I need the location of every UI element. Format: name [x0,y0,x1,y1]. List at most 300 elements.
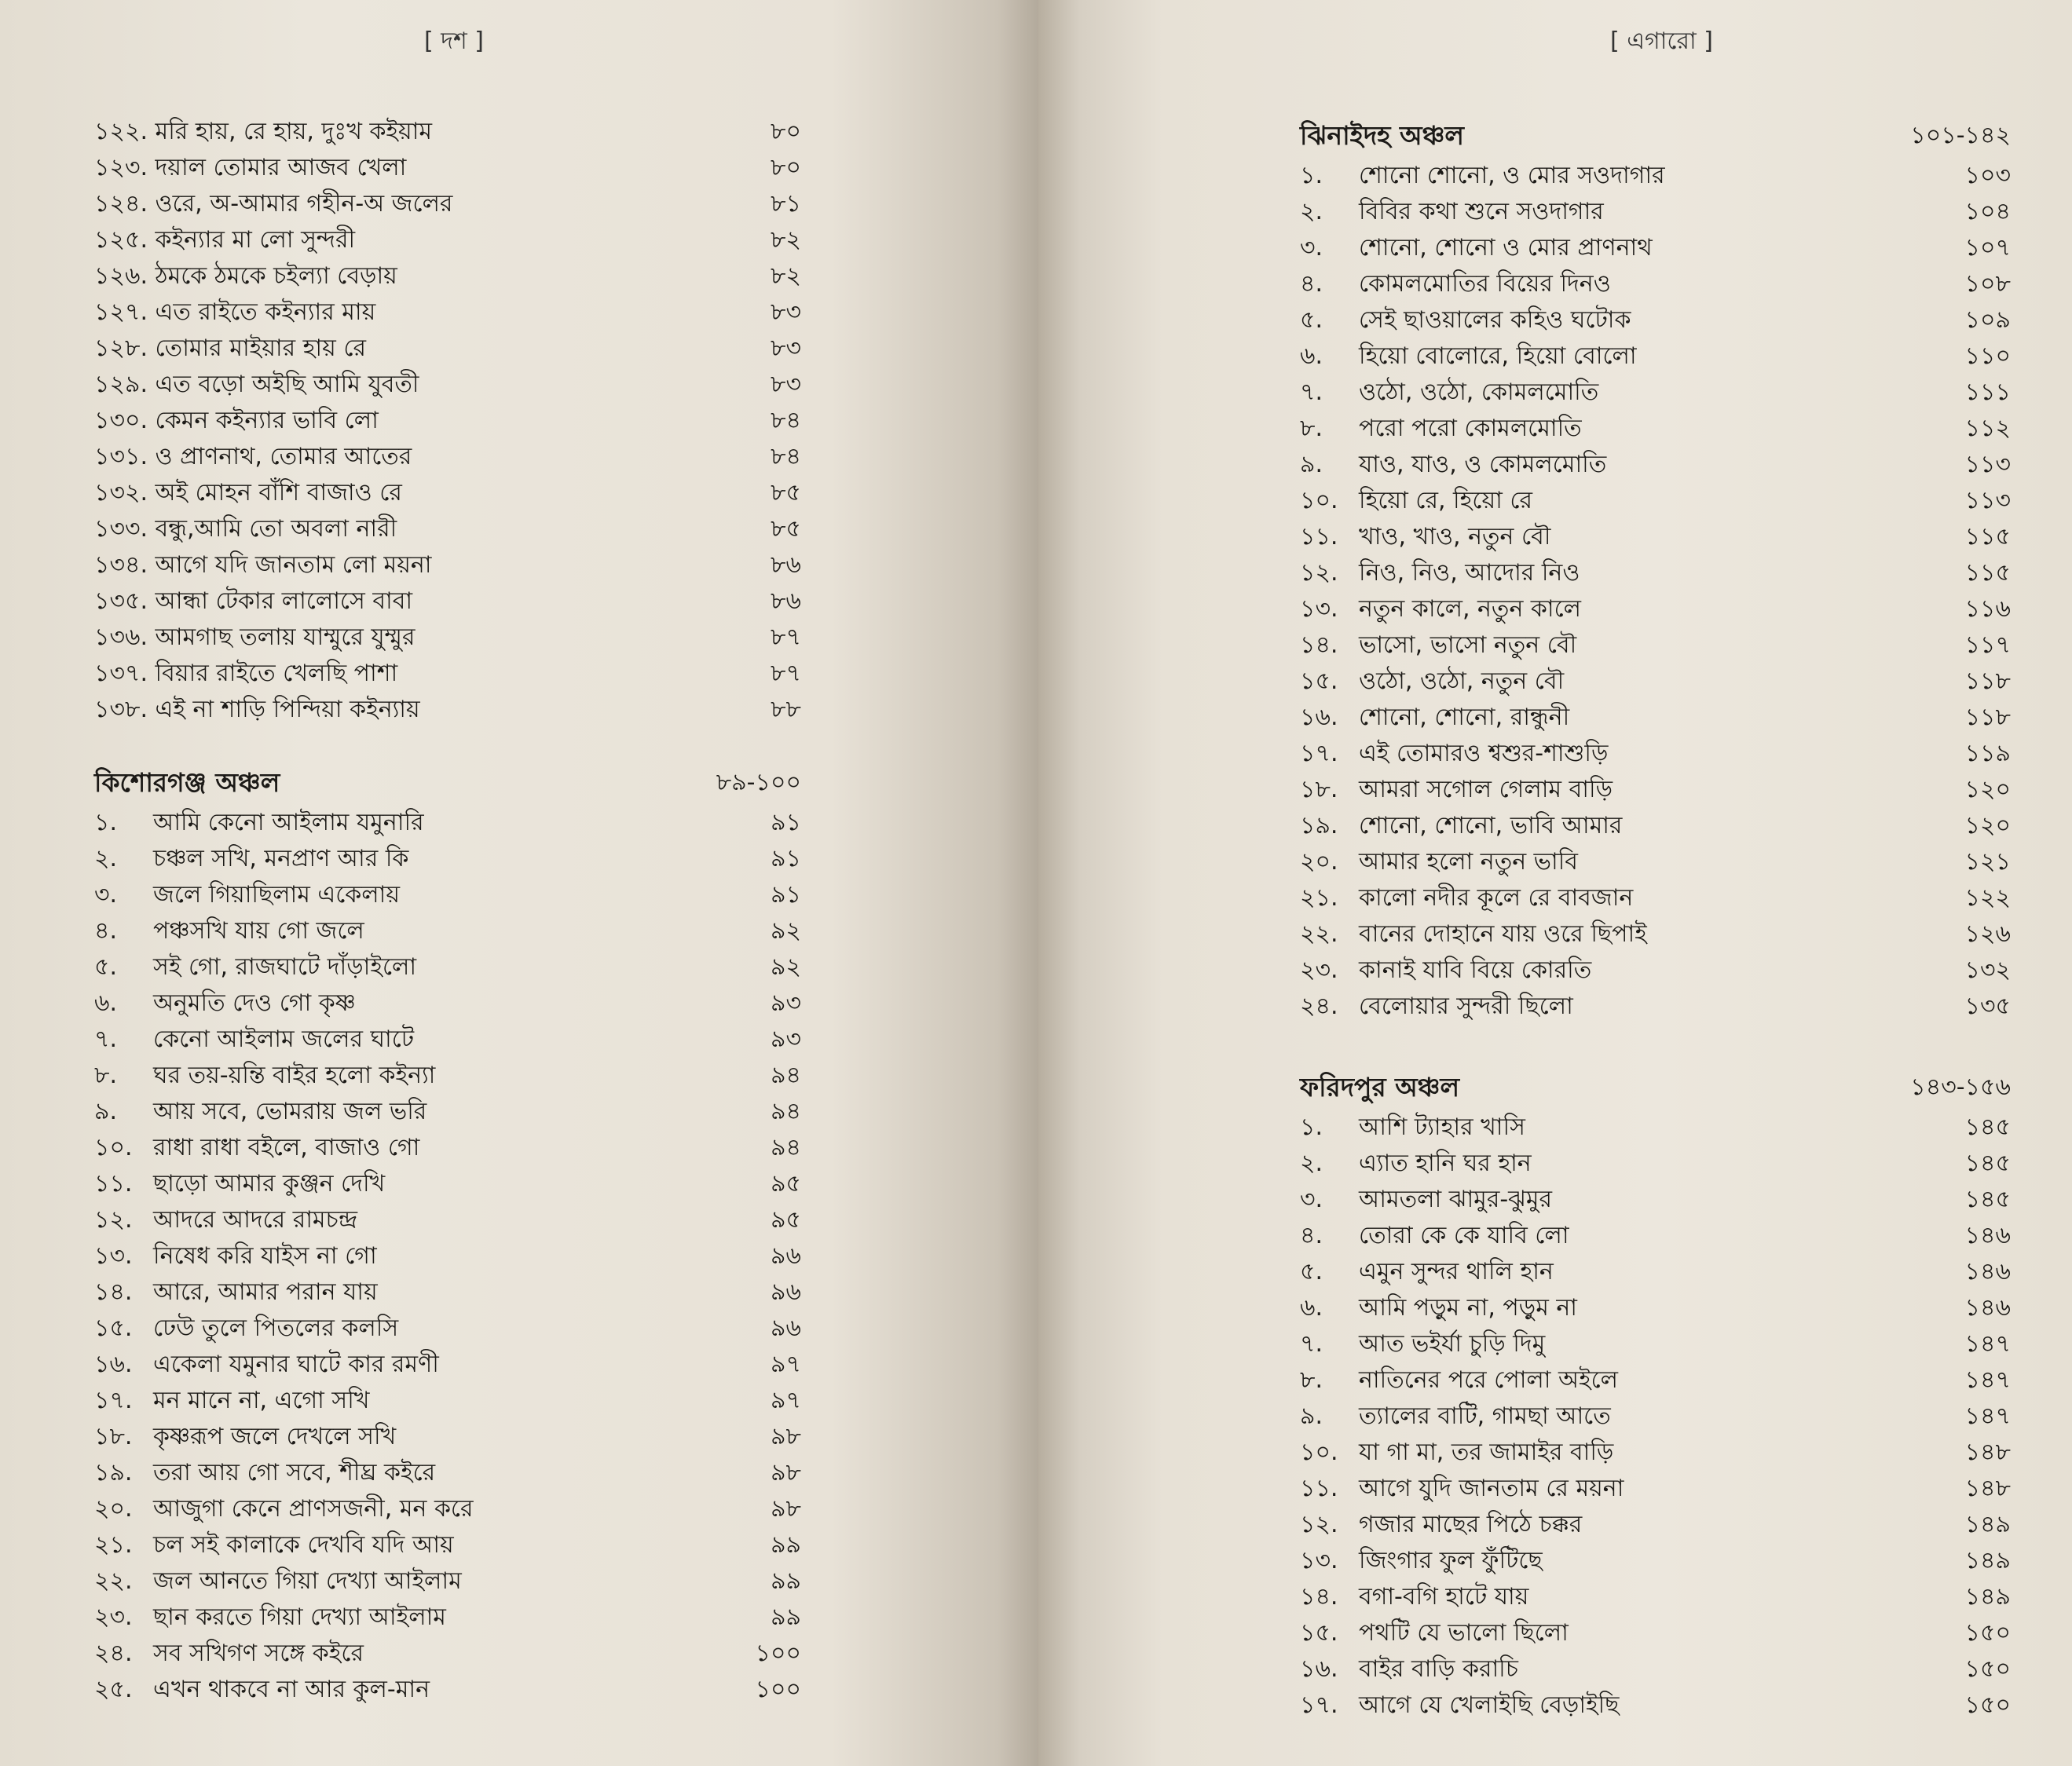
entry-number: ৪. [1300,1222,1323,1249]
entry-page-number: ৮৩ [771,335,801,362]
toc-entry [1300,519,2011,555]
entry-number: ৬. [94,989,118,1017]
entry-title: সেই ছাওয়ালের কহিও ঘটোক [1359,306,1631,334]
toc-entry [94,1527,801,1563]
entry-page-number: ৯২ [771,953,801,981]
entry-title: ১৩৫. আন্ধা টেকার লালোসে বাবা [94,587,413,615]
toc-entry [94,985,801,1022]
entry-number: ২৫. [94,1676,133,1703]
entry-title: গজার মাছের পিঠে চক্কর [1359,1511,1583,1538]
entry-page-number: ৯৪ [771,1098,801,1125]
entry-page-number: ১১৩ [1964,487,2011,514]
toc-entry [1300,1651,2011,1687]
section-page-range: ১০১-১৪২ [1910,122,2011,149]
entry-page-number: ১১৯ [1964,740,2011,767]
entry-page-number: ৮৬ [771,587,801,615]
entry-page-number: ১৪৭ [1964,1366,2011,1394]
entry-page-number: ১৪৫ [1964,1113,2011,1141]
toc-entry [94,1672,801,1708]
toc-entry [1300,338,2011,375]
entry-title: ১৩৮. এই না শাড়ি পিন্দিয়া কইন্যায় [94,696,420,723]
entry-page-number: ১১৫ [1964,523,2011,550]
entry-page-number: ৯১ [771,845,801,872]
entry-title: নিষেধ করি যাইস না গো [153,1242,377,1270]
entry-title: নিও, নিও, আদোর নিও [1359,559,1580,587]
toc-entry [94,403,801,439]
entry-title: শোনো শোনো, ও মোর সওদাগার [1359,162,1665,189]
entry-title: ১২৬. ঠমকে ঠমকে চইল্যা বেড়ায় [94,262,397,290]
entry-page-number: ১০৯ [1964,306,2011,334]
entry-page-number: ৮৬ [771,551,801,579]
entry-number: ১৫. [94,1314,133,1342]
entry-title: এখন থাকবে না আর কুল-মান [153,1676,430,1703]
toc-entry [1300,880,2011,916]
entry-title: ঢেউ তুলে পিতলের কলসি [153,1314,399,1342]
faridpur-entries-list [1300,1110,2011,1724]
toc-entry [94,439,801,475]
page-number-right: [ এগারো ] [1610,27,1713,55]
toc-entry [1300,808,2011,844]
toc-entry [1300,1362,2011,1399]
entry-title: খাও, খাও, নতুন বৌ [1359,523,1551,550]
toc-entry [94,1238,801,1274]
entry-title: ১২২. মরি হায়, রে হায়, দুঃখ কইয়াম [94,118,433,145]
entry-page-number: ৯৯ [771,1567,801,1595]
entry-title: ১৩৬. আমগাছ তলায় যাম্মুরে যুম্মুর [94,623,415,651]
toc-entry [94,620,801,656]
entry-page-number: ১২০ [1964,812,2011,839]
entry-page-number: ১৪৬ [1964,1222,2011,1249]
toc-entry [94,150,801,186]
entry-title: ওঠো, ওঠো, কোমলমোতি [1359,378,1599,406]
entry-title: হিয়ো বোলোরে, হিয়ো বোলো [1359,342,1637,370]
toc-entry [94,583,801,620]
entry-title: হিয়ো রে, হিয়ো রে [1359,487,1533,514]
entry-page-number: ৯৯ [771,1603,801,1631]
entry-title: আরে, আমার পরান যায় [153,1278,378,1306]
entry-number: ১২. [1300,559,1338,587]
toc-entry [94,1636,801,1672]
toc-entry [94,258,801,294]
entry-title: সব সখিগণ সঙ্গে কইরে [153,1640,364,1667]
entry-title: রাধা রাধা বইলে, বাজাও গো [153,1134,420,1161]
entry-title: আশি ট্যাহার খাসি [1359,1113,1525,1141]
entry-number: ৭. [1300,378,1323,406]
toc-entry [1300,1435,2011,1471]
toc-entry [94,547,801,583]
entry-number: ৫. [94,953,118,981]
toc-entry [94,1600,801,1636]
entry-title: অনুমতি দেও গো কৃষ্ণ [153,989,356,1017]
toc-entry [94,367,801,403]
toc-entry [1300,1399,2011,1435]
entry-page-number: ৯৮ [771,1495,801,1523]
entry-number: ২৪. [1300,993,1338,1020]
entry-number: ১০. [1300,1439,1338,1466]
entry-title: ১৩২. অই মোহন বাঁশি বাজাও রে [94,479,402,506]
entry-page-number: ১৩২ [1964,956,2011,984]
entry-page-number: ১০৮ [1964,270,2011,298]
toc-entry [1300,627,2011,664]
entry-page-number: ১০০ [755,1676,801,1703]
toc-entry [94,475,801,511]
entry-page-number: ৯৭ [771,1387,801,1414]
entry-title: শোনো, শোনো ও মোর প্রাণনাথ [1359,234,1653,261]
entry-title: চল সই কালাকে দেখবি যদি আয় [153,1531,454,1559]
entry-title: জলে গিয়াছিলাম একেলায় [153,881,401,909]
entry-number: ১৭. [1300,1691,1338,1719]
entry-page-number: ৯৪ [771,1062,801,1089]
entry-title: এমুন সুন্দর থালি হান [1359,1258,1554,1285]
entry-page-number: ১২১ [1964,848,2011,876]
entry-title: আদরে আদরে রামচন্দ্র [153,1206,358,1234]
toc-entry [94,294,801,331]
entry-number: ২২. [94,1567,133,1595]
toc-entry [1300,736,2011,772]
entry-page-number: ৯১ [771,809,801,836]
toc-entry [1300,1290,2011,1326]
entry-title: তরা আয় গো সবে, শীঘ্র কইরে [153,1459,436,1486]
entry-title: ঘর তয়-য়ন্তি বাইর হলো কইন্যা [153,1062,436,1089]
toc-entry [94,1130,801,1166]
toc-entry [1300,194,2011,230]
entry-number: ১২. [94,1206,133,1234]
toc-entry [1300,1110,2011,1146]
entry-title: আমি পড়ুম না, পড়ুম না [1359,1294,1578,1322]
entry-page-number: ৮০ [771,118,801,145]
toc-entry [94,1563,801,1600]
entry-title: কৃষ্ণরূপ জলে দেখলে সখি [153,1423,397,1450]
entry-number: ১৮. [94,1423,133,1450]
toc-entry [94,805,801,841]
entry-page-number: ১১৮ [1964,667,2011,695]
toc-entry [1300,266,2011,302]
entry-page-number: ১২২ [1964,884,2011,912]
entry-page-number: ১৩৫ [1964,993,2011,1020]
entry-number: ৫. [1300,1258,1323,1285]
entry-title: শোনো, শোনো, রান্ধুনী [1359,704,1570,731]
entry-title: ১৩০. কেমন কইন্যার ভাবি লো [94,407,379,434]
toc-entry [1300,1146,2011,1182]
entry-title: এ্যাত হানি ঘর হান [1359,1150,1532,1177]
toc-entry [94,114,801,150]
entry-page-number: ১৪৮ [1964,1475,2011,1502]
entry-number: ১৪. [94,1278,133,1306]
entry-number: ২৩. [94,1603,133,1631]
entry-page-number: ১৫০ [1964,1691,2011,1719]
toc-entry [1300,1218,2011,1254]
entry-number: ১৮. [1300,776,1338,803]
entry-number: ৮. [1300,1366,1323,1394]
section-heading-faridpur [1300,1066,2011,1110]
toc-entry [1300,1182,2011,1218]
entry-title: আমতলা ঝামুর-ঝুমুর [1359,1186,1553,1213]
entry-page-number: ৯৫ [771,1206,801,1234]
toc-entry [94,841,801,877]
entry-page-number: ১১১ [1964,378,2011,406]
entry-number: ৪. [94,917,118,945]
entry-title: ১২৮. তোমার মাইয়ার হায় রে [94,335,367,362]
entry-number: ১৫. [1300,667,1338,695]
entry-title: নতুন কালে, নতুন কালে [1359,595,1581,623]
toc-entry [1300,1615,2011,1651]
entry-title: বাইর বাড়ি করাচি [1359,1655,1518,1683]
entry-number: ১৬. [1300,1655,1338,1683]
entry-title: ১২৯. এত বড়ো অইছি আমি যুবতী [94,371,419,398]
toc-entry [1300,1507,2011,1543]
entry-title: কোমলমোতির বিয়ের দিনও [1359,270,1611,298]
entry-page-number: ১১০ [1964,342,2011,370]
entry-page-number: ৯৩ [771,989,801,1017]
toc-entry [94,1058,801,1094]
entry-number: ২. [1300,1150,1323,1177]
entry-number: ১. [1300,162,1323,189]
toc-entry [1300,844,2011,880]
toc-entry [1300,1471,2011,1507]
entry-title: পরো পরো কোমলমোতি [1359,415,1582,442]
entry-page-number: ৮৭ [771,623,801,651]
entry-title: ১৩১. ও প্রাণনাথ, তোমার আতের [94,443,412,470]
toc-entry [94,1455,801,1491]
entry-page-number: ১৪৯ [1964,1583,2011,1611]
entry-page-number: ৮৩ [771,298,801,326]
entry-page-number: ৯৭ [771,1351,801,1378]
entry-number: ১১. [94,1170,133,1197]
toc-entry [1300,230,2011,266]
entry-page-number: ৯৬ [771,1314,801,1342]
entry-title: মন মানে না, এগো সখি [153,1387,370,1414]
toc-entry [94,949,801,985]
entry-page-number: ১৪৯ [1964,1547,2011,1574]
entry-title: ছান করতে গিয়া দেখ্যা আইলাম [153,1603,446,1631]
entry-number: ২. [94,845,118,872]
toc-column-right [1300,114,2011,1724]
entry-page-number: ৯৬ [771,1242,801,1270]
toc-entry [1300,1326,2011,1362]
toc-entry [1300,1687,2011,1724]
jhenaidah-entries-list [1300,158,2011,1025]
entry-title: ওঠো, ওঠো, নতুন বৌ [1359,667,1565,695]
entry-title: আগে যে খেলাইছি বেড়াইছি [1359,1691,1620,1719]
toc-entry [1300,591,2011,627]
section-title: কিশোরগঞ্জ অঞ্চল [94,767,280,798]
toc-entry [94,331,801,367]
entry-page-number: ১৪৬ [1964,1294,2011,1322]
toc-entry [94,222,801,258]
toc-entry [94,656,801,692]
entry-number: ১০. [94,1134,133,1161]
entry-page-number: ১৫০ [1964,1619,2011,1647]
entry-page-number: ৮২ [771,226,801,254]
entry-title: আয় সবে, ভোমরায় জল ভরি [153,1098,427,1125]
section-title: ফরিদপুর অঞ্চল [1300,1072,1460,1102]
toc-entry [1300,772,2011,808]
entry-title: আত ভইর্যা চুড়ি দিমু [1359,1330,1546,1358]
entry-page-number: ১৫০ [1964,1655,2011,1683]
entry-page-number: ১২৬ [1964,920,2011,948]
entry-number: ৯. [94,1098,118,1125]
entry-title: পঞ্চসখি যায় গো জলে [153,917,364,945]
continued-entries-list [94,114,801,728]
right-page [1038,0,2072,1766]
entry-number: ১৯. [94,1459,133,1486]
entry-number: ৯. [1300,1402,1323,1430]
section-heading-kishoreganj [94,761,801,805]
entry-page-number: ১৪৮ [1964,1439,2011,1466]
toc-entry [94,692,801,728]
toc-entry [94,1094,801,1130]
entry-title: সই গো, রাজঘাটে দাঁড়াইলো [153,953,417,981]
entry-number: ১৪. [1300,631,1338,659]
entry-title: বানের দোহানে যায় ওরে ছিপাই [1359,920,1647,948]
toc-entry [94,1419,801,1455]
entry-title: ত্যালের বাটি, গামছা আতে [1359,1402,1611,1430]
toc-entry [1300,989,2011,1025]
entry-title: নাতিনের পরে পোলা অইলে [1359,1366,1618,1394]
entry-number: ৮. [94,1062,118,1089]
toc-entry [94,1022,801,1058]
entry-page-number: ১০০ [755,1640,801,1667]
section-heading-jhenaidah [1300,114,2011,158]
entry-number: ১. [1300,1113,1323,1141]
entry-title: তোরা কে কে যাবি লো [1359,1222,1569,1249]
entry-number: ৩. [1300,234,1323,261]
entry-page-number: ১২০ [1964,776,2011,803]
toc-entry [1300,664,2011,700]
toc-entry [94,913,801,949]
kishoreganj-entries-list [94,805,801,1708]
toc-entry [1300,302,2011,338]
toc-entry [1300,411,2011,447]
entry-page-number: ৮৭ [771,660,801,687]
toc-entry [1300,1579,2011,1615]
toc-entry [94,1166,801,1202]
entry-number: ৭. [1300,1330,1323,1358]
entry-page-number: ১১৩ [1964,451,2011,478]
entry-title: ১৩৩. বন্ধু,আমি তো অবলা নারী [94,515,397,543]
entry-number: ৯. [1300,451,1323,478]
entry-title: পথটি যে ভালো ছিলো [1359,1619,1569,1647]
entry-title: এই তোমারও শ্বশুর-শাশুড়ি [1359,740,1609,767]
toc-entry [1300,375,2011,411]
entry-page-number: ৮৫ [771,479,801,506]
entry-page-number: ৮৩ [771,371,801,398]
section-title: ঝিনাইদহ অঞ্চল [1300,120,1465,151]
entry-page-number: ১১৬ [1964,595,2011,623]
toc-entry [94,186,801,222]
entry-title: জল আনতে গিয়া দেখ্যা আইলাম [153,1567,462,1595]
entry-page-number: ১১৮ [1964,704,2011,731]
toc-entry [94,1311,801,1347]
entry-number: ১১. [1300,1475,1338,1502]
entry-number: ৭. [94,1026,118,1053]
entry-number: ১৭. [94,1387,133,1414]
entry-number: ১৩. [94,1242,133,1270]
entry-title: ১২৪. ওরে, অ-আমার গহীন-অ জলের [94,190,453,218]
entry-title: চঞ্চল সখি, মনপ্রাণ আর কি [153,845,409,872]
entry-title: ১২৩. দয়াল তোমার আজব খেলা [94,154,407,181]
entry-number: ১৬. [1300,704,1338,731]
entry-page-number: ১০৭ [1964,234,2011,261]
entry-number: ১৩. [1300,595,1338,623]
entry-title: যাও, যাও, ও কোমলমোতি [1359,451,1607,478]
entry-page-number: ৮১ [771,190,801,218]
toc-entry [94,1491,801,1527]
entry-number: ১৯. [1300,812,1338,839]
entry-number: ২২. [1300,920,1338,948]
entry-title: আমি কেনো আইলাম যমুনারি [153,809,424,836]
entry-title: যা গা মা, তর জামাইর বাড়ি [1359,1439,1614,1466]
entry-page-number: ১০৪ [1964,198,2011,225]
entry-number: ১১. [1300,523,1338,550]
entry-page-number: ১৪৫ [1964,1150,2011,1177]
toc-entry [94,1347,801,1383]
section-page-range: ১৪৩-১৫৬ [1910,1073,2011,1101]
entry-page-number: ১১৭ [1964,631,2011,659]
entry-number: ৬. [1300,1294,1323,1322]
entry-title: বগা-বগি হাটে যায় [1359,1583,1529,1611]
entry-title: শোনো, শোনো, ভাবি আমার [1359,812,1623,839]
entry-number: ২১. [1300,884,1338,912]
entry-page-number: ১১৫ [1964,559,2011,587]
toc-entry [1300,916,2011,952]
entry-title: কালো নদীর কূলে রে বাবজান [1359,884,1634,912]
entry-number: ১২. [1300,1511,1338,1538]
toc-entry [1300,447,2011,483]
entry-page-number: ১৪৭ [1964,1402,2011,1430]
entry-page-number: ৯১ [771,881,801,909]
entry-title: ১৩৭. বিয়ার রাইতে খেলছি পাশা [94,660,398,687]
entry-page-number: ৯৪ [771,1134,801,1161]
entry-number: ১. [94,809,118,836]
entry-page-number: ৮২ [771,262,801,290]
entry-number: ২০. [1300,848,1338,876]
entry-page-number: ৯৬ [771,1278,801,1306]
entry-title: ভাসো, ভাসো নতুন বৌ [1359,631,1577,659]
entry-number: ২১. [94,1531,133,1559]
entry-number: ৩. [94,881,118,909]
toc-entry [94,877,801,913]
entry-page-number: ৯৮ [771,1459,801,1486]
toc-entry [1300,1543,2011,1579]
entry-page-number: ৯৫ [771,1170,801,1197]
entry-number: ১৭. [1300,740,1338,767]
entry-number: ২৩. [1300,956,1338,984]
entry-number: ১৪. [1300,1583,1338,1611]
entry-page-number: ৮৫ [771,515,801,543]
toc-column-left [94,114,801,1708]
entry-number: ১৩. [1300,1547,1338,1574]
entry-page-number: ৮৪ [771,407,801,434]
entry-number: ২০. [94,1495,133,1523]
entry-number: ১০. [1300,487,1338,514]
entry-title: আমার হলো নতুন ভাবি [1359,848,1578,876]
toc-entry [1300,555,2011,591]
entry-page-number: ৯৩ [771,1026,801,1053]
toc-entry [1300,1254,2011,1290]
entry-page-number: ১৪৯ [1964,1511,2011,1538]
toc-entry [94,1383,801,1419]
entry-page-number: ৮০ [771,154,801,181]
entry-number: ২. [1300,198,1323,225]
entry-title: জিংগার ফুল ফুঁটিছে [1359,1547,1543,1574]
toc-entry [94,511,801,547]
entry-page-number: ৯৮ [771,1423,801,1450]
entry-page-number: ১৪৭ [1964,1330,2011,1358]
entry-title: একেলা যমুনার ঘাটে কার রমণী [153,1351,439,1378]
toc-entry [1300,158,2011,194]
entry-title: বিবির কথা শুনে সওদাগার [1359,198,1604,225]
